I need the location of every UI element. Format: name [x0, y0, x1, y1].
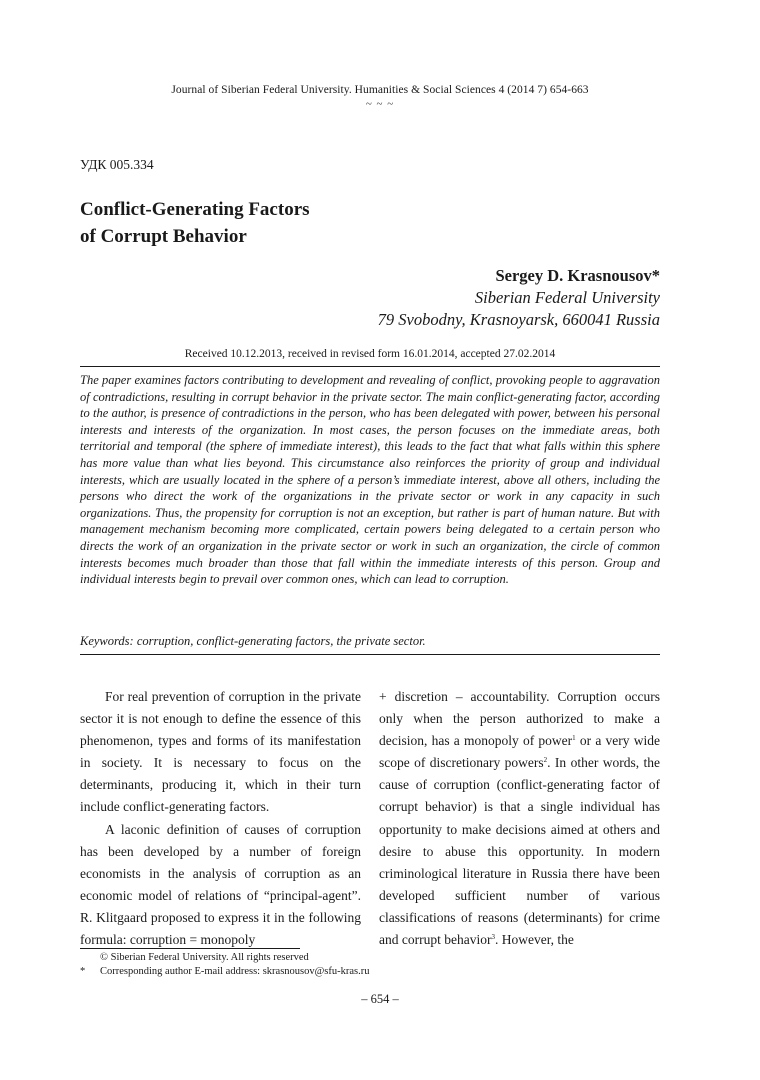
body-text: or a very wide scope of discretionary powers: [379, 733, 661, 771]
footnote-rule: [80, 948, 300, 949]
abstract-top-rule: [80, 366, 660, 367]
author-affiliation: Siberian Federal University: [474, 288, 660, 307]
body-paragraph: A laconic definition of causes of corruption has been developed by a number of foreign economists in the analysis of corruption as an economic model of relations of “principal-agent”. R. Klitgaard proposed to express it in the following formula: corruption = monopoly: [80, 821, 361, 948]
footnote-star: *: [80, 966, 86, 977]
journal-header: Journal of Siberian Federal University. Humanities & Social Sciences 4 (2014 7) 654-663: [171, 84, 589, 96]
title-line-2: of Corrupt Behavior: [80, 226, 247, 247]
article-title: [80, 196, 310, 250]
abstract-bottom-rule: [80, 654, 660, 655]
copyright-note: © Siberian Federal University. All rights reserved: [100, 952, 309, 963]
received-dates: Received 10.12.2013, received in revised form 16.01.2014, accepted 27.02.2014: [184, 348, 556, 360]
footnote-ref-2: 2: [543, 756, 548, 765]
footnote-ref-1: 1: [572, 734, 576, 743]
body-column-right: [379, 686, 660, 951]
udk-code: УДК 005.334: [80, 157, 154, 172]
body-paragraph: [379, 686, 660, 951]
author-block: [378, 265, 660, 331]
body-text: . In other words, the cause of corruption (conflict-generating factor of corrupt behavior) is that a single individual has opportunity to make decisions aimed at others and desire to abuse this opportunity. In modern criminological literature in Russia there have been developed sufficient number of various classifications of reasons (determinants) for crime and corrupt behavior: [379, 755, 660, 948]
body-column-left: [80, 686, 361, 951]
header-separator: ~ ~ ~: [365, 98, 395, 110]
corresponding-author-note: Corresponding author E-mail address: skrasnousov@sfu-kras.ru: [100, 966, 370, 977]
footnote-ref-3: 3: [491, 933, 495, 942]
body-text: . However, the: [494, 932, 574, 948]
title-line-1: Conflict-Generating Factors: [80, 199, 310, 220]
abstract: The paper examines factors contributing to development and revealing of conflict, provoking people to aggravation of contradictions, resulting in corrupt behavior in the private sector. The main conflict-generating factor, according to the author, is presence of contradictions in the person, who has been delegated with power, between his personal interests and interests of the organization. In most cases, the person focuses on the immediate areas, both territorial and temporal (the sphere of immediate interest), this leads to the fact that what falls within this sphere has more value than what lies beyond. This circumstance also reinforces the priority of group and individual interests, which are usually located in the sphere of a person’s immediate interest, above all others, including the persons who direct the work of the organizations in the private sector or work in any capacity in such organizations. Thus, the propensity for corruption is not an exception, but rather is part of human nature. But with management mechanism becoming more complicated, certain powers being delegated to a certain person who directs the work of an organization in the private sector or work in such an organization, the circle of common interests becomes much broader than those that fall within the immediate interests of this person. Group and individual interests begin to prevail over common ones, which can lead to corruption.: [80, 373, 660, 587]
body-paragraph: For real prevention of corruption in the private sector it is not enough to define the essence of this phenomenon, types and forms of its manifestation in society. It is necessary to focus on the determinants, producing it, which in their turn include conflict-generating factors.: [80, 689, 361, 815]
author-address: 79 Svobodny, Krasnoyarsk, 660041 Russia: [377, 310, 660, 329]
body-text: + discretion – accountability. Corruption occurs only when the person authorized to make a decision, has a monopoly of power: [379, 689, 660, 749]
keywords: Keywords: corruption, conflict-generating factors, the private sector.: [80, 634, 426, 648]
page-number: – 654 –: [361, 992, 399, 1006]
author-name: Sergey D. Krasnousov*: [495, 266, 660, 285]
